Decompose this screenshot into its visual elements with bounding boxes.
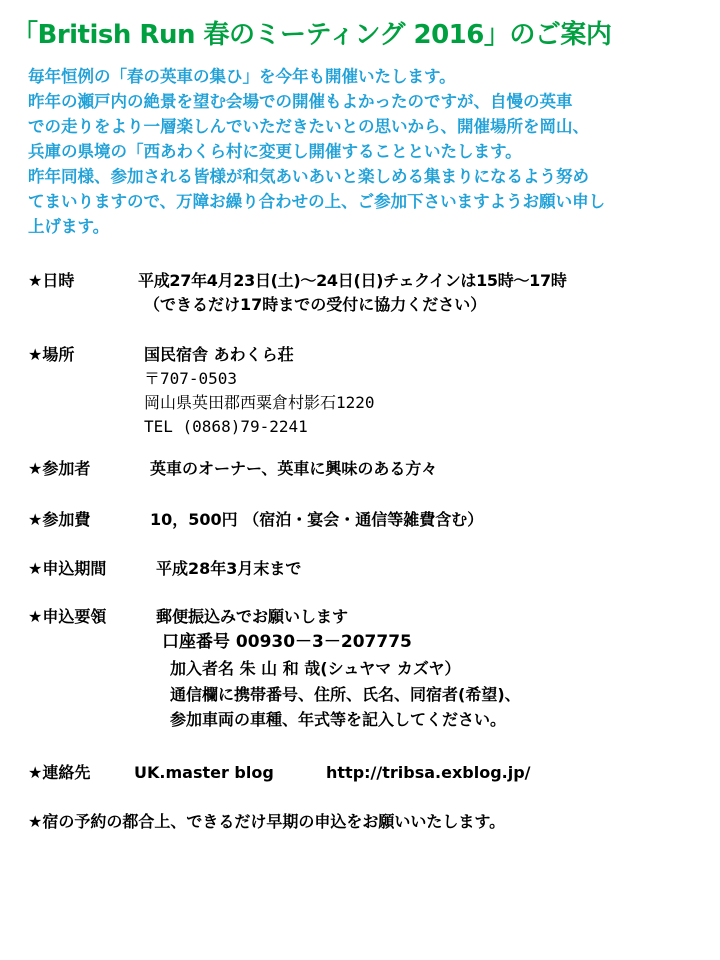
procedure-method: 郵便振込みでお願いします: [156, 607, 349, 626]
contact-label: ★連絡先: [28, 763, 91, 782]
datetime-label: ★日時: [28, 271, 75, 290]
contact-blog-name: UK.master blog: [134, 763, 274, 782]
fee-value: 10，500円 （宿泊・宴会・通信等雑費含む）: [150, 510, 484, 529]
intro-line: 昨年同様、参加される皆様が和気あいあいと楽しめる集まりになるよう努め: [28, 167, 589, 186]
venue-postal: 〒707-0503: [144, 369, 238, 388]
page-title: 「British Run 春のミーティング 2016」のご案内: [12, 20, 612, 50]
intro-line: 昨年の瀬戸内の絶景を望む会場での開催もよかったのですが、自慢の英車: [28, 92, 573, 111]
intro-line: での走りをより一層楽しんでいただきたいとの思いから、開催場所を岡山、: [28, 117, 589, 136]
participants-section: [28, 456, 438, 481]
venue-label: ★場所: [28, 345, 75, 364]
participants-value: 英車のオーナー、英車に興味のある方々: [150, 459, 438, 478]
intro-line: てまいりますので、万障お繰り合わせの上、ご参加下さいますようお願い申し: [28, 192, 606, 211]
contact-section: [28, 760, 531, 785]
contact-url[interactable]: http://tribsa.exblog.jp/: [326, 763, 531, 782]
procedure-label: ★申込要領: [28, 607, 107, 626]
closing-note: ★宿の予約の都合上、できるだけ早期の申込をお願いいたします。: [28, 812, 506, 831]
datetime-value: 平成27年4月23日(土)～24日(日)チェクインは15時～17時: [138, 271, 567, 290]
period-section: [28, 556, 302, 581]
venue-name: 国民宿舎 あわくら荘: [144, 345, 294, 364]
procedure-note-2: 参加車両の車種、年式等を記入してください。: [170, 710, 507, 729]
period-value: 平成28年3月末まで: [156, 559, 302, 578]
account-number: 口座番号 00930－3－207775: [162, 632, 412, 652]
intro-line: 毎年恒例の「春の英車の集ひ」を今年も開催いたします。: [28, 67, 456, 86]
datetime-note: （できるだけ17時までの受付に協力ください）: [144, 295, 487, 314]
procedure-note-1: 通信欄に携帯番号、住所、氏名、同宿者(希望)、: [170, 685, 521, 704]
procedure-section: [28, 604, 521, 729]
intro-paragraph: [28, 64, 708, 239]
fee-label: ★参加費: [28, 510, 91, 529]
period-label: ★申込期間: [28, 559, 107, 578]
participants-label: ★参加者: [28, 459, 91, 478]
venue-tel: TEL (0868)79-2241: [144, 417, 308, 436]
fee-section: [28, 507, 484, 532]
venue-address: 岡山県英田郡西粟倉村影石1220: [144, 393, 375, 412]
datetime-section: [28, 268, 567, 314]
account-holder: 加入者名 朱 山 和 哉(シュヤマ カズヤ）: [170, 659, 461, 678]
intro-line: 兵庫の県境の「西あわくら村に変更し開催することといたします。: [28, 142, 522, 161]
intro-line: 上げます。: [28, 217, 110, 236]
venue-section: [28, 342, 375, 436]
